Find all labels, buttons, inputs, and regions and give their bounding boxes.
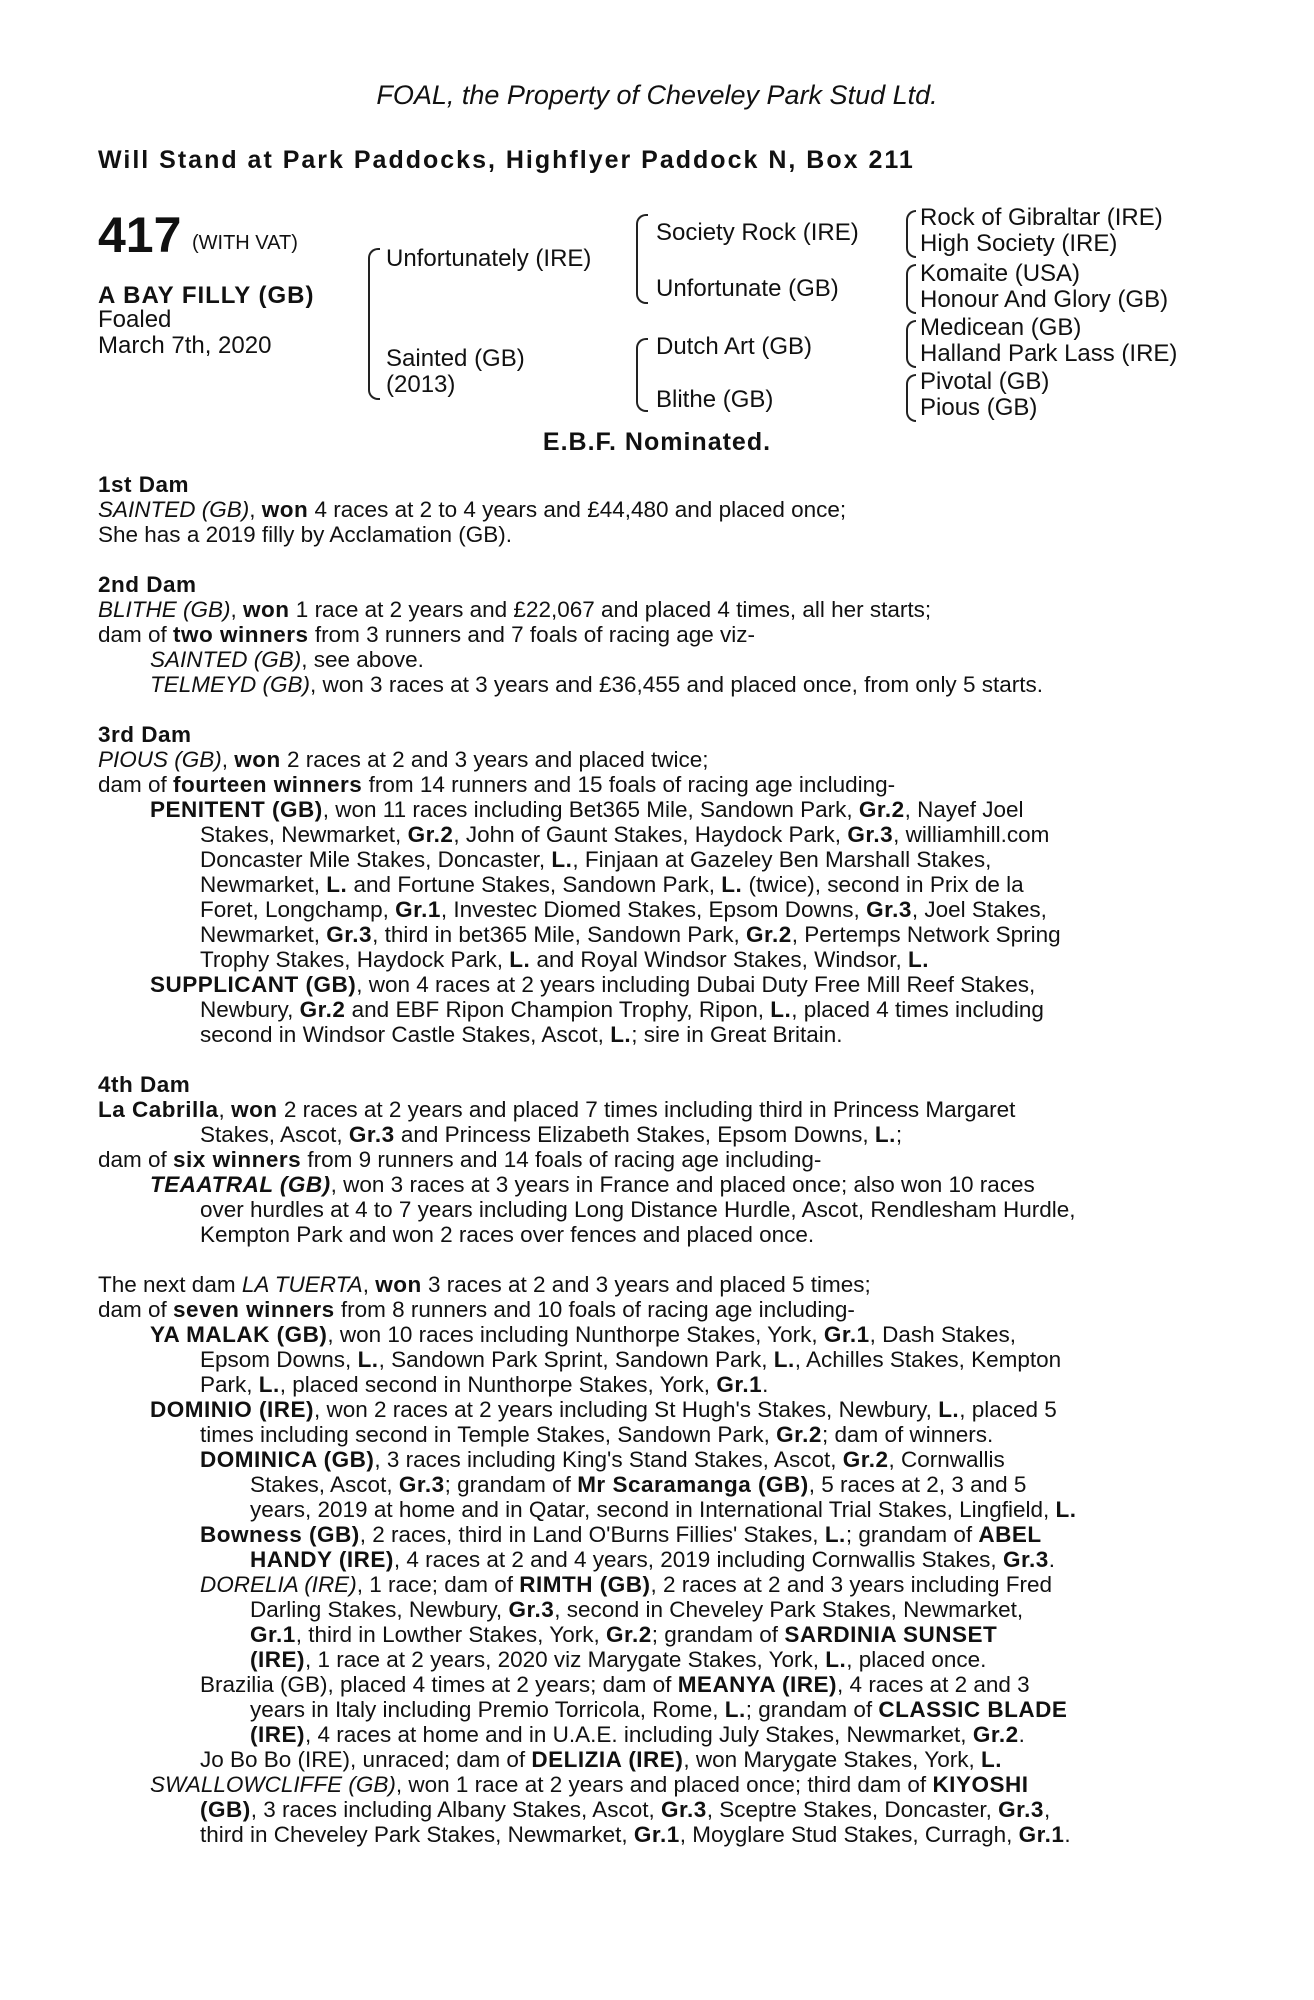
text-run: , won 10 races including Nunthorpe Stakes, York, — [327, 1322, 824, 1347]
text-line — [98, 1797, 1198, 1822]
text-run: , 4 races at home and in U.A.E. including July Stakes, Newmarket, — [305, 1722, 973, 1747]
text-run: , williamhill.com — [893, 822, 1050, 847]
text-run: L. — [980, 1747, 1002, 1772]
text-run: 3rd Dam — [98, 722, 192, 747]
text-run: Stakes, Ascot, — [200, 1122, 349, 1147]
text-run: fourteen winners — [173, 772, 363, 797]
text-run: L. — [258, 1372, 280, 1397]
text-run: , Moyglare Stud Stakes, Curragh, — [679, 1822, 1019, 1847]
section-heading — [98, 1072, 1198, 1097]
text-run: TELMEYD (GB) — [150, 672, 311, 697]
g3-ancestor: Medicean (GB) — [920, 314, 1082, 341]
text-run: SARDINIA SUNSET — [784, 1622, 998, 1647]
text-run: L. — [773, 1347, 795, 1372]
text-run: , Investec Diomed Stakes, Epsom Downs, — [440, 897, 867, 922]
text-run: Gr.1 — [633, 1822, 680, 1847]
text-run: , see above. — [301, 647, 424, 672]
text-run: , 2 races, third in Land O'Burns Fillies' Stakes, — [359, 1522, 825, 1547]
text-line — [98, 1122, 1198, 1147]
text-run: Gr.3 — [866, 897, 912, 922]
text-run: SUPPLICANT (GB) — [150, 972, 357, 997]
text-run: Newmarket, — [200, 872, 327, 897]
text-run: L. — [825, 1647, 847, 1672]
text-line — [98, 1397, 1198, 1422]
text-run: CLASSIC BLADE — [878, 1697, 1068, 1722]
text-line — [98, 1197, 1198, 1222]
text-run: KIYOSHI — [932, 1772, 1029, 1797]
text-run: Gr.1 — [716, 1372, 763, 1397]
text-run: won — [375, 1272, 422, 1297]
text-line — [98, 497, 1198, 522]
text-run: ; grandam of — [845, 1522, 979, 1547]
text-run: , Sceptre Stakes, Doncaster, — [706, 1797, 999, 1822]
text-run: The next dam — [98, 1272, 242, 1297]
text-run: 2 races at 2 years and placed 7 times including third in Princess Margaret — [277, 1097, 1016, 1122]
text-run: , — [221, 747, 235, 772]
section-heading — [98, 572, 1198, 597]
text-run: ; grandam of — [651, 1622, 785, 1647]
g3-ancestor: Komaite (USA) — [920, 260, 1081, 287]
text-line — [98, 1472, 1198, 1497]
paragraph-gap — [98, 697, 1198, 722]
text-run: from 9 runners and 14 foals of racing age including- — [301, 1147, 822, 1172]
text-run: . — [1064, 1822, 1071, 1847]
text-run: DELIZIA (IRE) — [531, 1747, 684, 1772]
text-run: Gr.3 — [326, 922, 373, 947]
catalogue-header: FOAL, the Property of Cheveley Park Stud Ltd. — [376, 80, 938, 110]
text-run: second in Windsor Castle Stakes, Ascot, — [200, 1022, 611, 1047]
text-run: won — [243, 597, 290, 622]
text-run: Gr.2 — [972, 1722, 1019, 1747]
text-run: (twice), second in Prix de la — [742, 872, 1024, 897]
text-line — [98, 1747, 1198, 1772]
text-run: , — [249, 497, 262, 522]
text-run: ; sire in Great Britain. — [631, 1022, 843, 1047]
pedigree-brace-main — [368, 248, 380, 400]
text-run: Gr.2 — [746, 922, 792, 947]
text-run: BLITHE (GB) — [98, 597, 231, 622]
text-run: MEANYA (IRE) — [677, 1672, 838, 1697]
text-line — [98, 847, 1198, 872]
text-line — [98, 747, 1198, 772]
text-line — [98, 1622, 1198, 1647]
text-run: from 3 runners and 7 foals of racing age viz- — [308, 622, 756, 647]
text-line — [98, 947, 1198, 972]
text-run: SWALLOWCLIFFE (GB) — [150, 1772, 396, 1797]
text-run: . — [762, 1372, 769, 1397]
text-run: , Dash Stakes, — [869, 1322, 1016, 1347]
text-line — [98, 1322, 1198, 1347]
text-run: PIOUS (GB) — [98, 747, 222, 772]
text-run: six winners — [173, 1147, 302, 1172]
text-run: , won 3 races at 3 years and £36,455 and placed once, from only 5 starts. — [310, 672, 1043, 697]
text-line — [98, 597, 1198, 622]
text-run: Gr.2 — [299, 997, 346, 1022]
text-run: , Nayef Joel — [904, 797, 1024, 822]
text-run: She has a 2019 filly by Acclamation (GB). — [98, 522, 512, 547]
text-run: Doncaster Mile Stakes, Doncaster, — [200, 847, 552, 872]
text-run: Foret, Longchamp, — [200, 897, 396, 922]
dam-sire: Dutch Art (GB) — [656, 333, 813, 360]
paragraph-gap — [98, 1247, 1198, 1272]
text-line — [98, 1597, 1198, 1622]
text-run: , 5 races at 2, 3 and 5 — [808, 1472, 1027, 1497]
text-line — [98, 872, 1198, 897]
sire-dam: Unfortunate (GB) — [656, 275, 839, 302]
text-run: LA TUERTA — [241, 1272, 363, 1297]
text-run: TEAATRAL (GB) — [150, 1172, 331, 1197]
text-run: Gr.3 — [847, 822, 894, 847]
text-run: L. — [874, 1122, 896, 1147]
text-run: ; dam of winners. — [821, 1422, 994, 1447]
text-run: dam of — [98, 1297, 174, 1322]
text-run: L. — [357, 1347, 379, 1372]
text-run: seven winners — [173, 1297, 335, 1322]
text-run: L. — [610, 1022, 632, 1047]
text-line — [98, 1222, 1198, 1247]
foaled-label: Foaled — [98, 306, 172, 333]
paragraph-gap — [98, 1047, 1198, 1072]
text-run: Stakes, Newmarket, — [200, 822, 408, 847]
text-run: dam of — [98, 1147, 174, 1172]
text-run: from 14 runners and 15 foals of racing age including- — [362, 772, 896, 797]
text-run: Mr Scaramanga (GB) — [577, 1472, 809, 1497]
text-line — [98, 647, 1198, 672]
text-run: Gr.3 — [508, 1597, 555, 1622]
text-run: Darling Stakes, Newbury, — [250, 1597, 509, 1622]
text-run: Gr.1 — [395, 897, 441, 922]
text-run: Bowness (GB) — [200, 1522, 360, 1547]
g3-ancestor: Rock of Gibraltar (IRE) — [920, 204, 1163, 231]
sire-sire: Society Rock (IRE) — [656, 219, 859, 246]
text-run: , placed once. — [846, 1647, 987, 1672]
text-run: L. — [721, 872, 743, 897]
text-run: , — [218, 1097, 232, 1122]
text-run: and Fortune Stakes, Sandown Park, — [347, 872, 722, 897]
text-line — [98, 1447, 1198, 1472]
text-run: SAINTED (GB) — [98, 497, 250, 522]
text-run: Gr.2 — [605, 1622, 652, 1647]
text-run: , third in Lowther Stakes, York, — [295, 1622, 606, 1647]
text-run: times including second in Temple Stakes, Sandown Park, — [200, 1422, 777, 1447]
text-run: , won 11 races including Bet365 Mile, Sandown Park, — [322, 797, 859, 822]
text-run: . — [1018, 1722, 1025, 1747]
text-run: . — [1048, 1547, 1055, 1572]
text-run: , 4 races at 2 and 4 years, 2019 including Cornwallis Stakes, — [393, 1547, 1003, 1572]
text-run: Gr.2 — [407, 822, 454, 847]
text-run: RIMTH (GB) — [519, 1572, 651, 1597]
text-run: 3 races at 2 and 3 years and placed 5 times; — [421, 1272, 871, 1297]
text-run: Kempton Park and won 2 races over fences and placed once. — [200, 1222, 815, 1247]
text-run: , 1 race; dam of — [356, 1572, 520, 1597]
text-line — [98, 822, 1198, 847]
lot-number: 417 — [98, 207, 182, 263]
text-line — [98, 997, 1198, 1022]
text-run: DORELIA (IRE) — [200, 1572, 357, 1597]
text-run: (IRE) — [250, 1647, 305, 1672]
text-line — [98, 1372, 1198, 1397]
text-run: Stakes, Ascot, — [250, 1472, 399, 1497]
text-run: L. — [1055, 1497, 1077, 1522]
text-line — [98, 1147, 1198, 1172]
text-line — [98, 1422, 1198, 1447]
g3-ancestor: Honour And Glory (GB) — [920, 286, 1169, 313]
text-line — [98, 1647, 1198, 1672]
text-run: Gr.3 — [398, 1472, 445, 1497]
text-run: Gr.3 — [348, 1122, 395, 1147]
text-run: 4 races at 2 to 4 years and £44,480 and placed once; — [308, 497, 847, 522]
pedigree-brace-sire — [636, 214, 648, 304]
text-run: , Joel Stakes, — [911, 897, 1047, 922]
text-run: , 2 races at 2 and 3 years including Fred — [650, 1572, 1052, 1597]
text-run: Park, — [200, 1372, 259, 1397]
g3-ancestor: Pivotal (GB) — [920, 368, 1050, 395]
pedigree-brace-g3-1 — [906, 210, 916, 258]
text-run: L. — [907, 947, 929, 972]
text-run: over hurdles at 4 to 7 years including Long Distance Hurdle, Ascot, Rendlesham Hurdle, — [200, 1197, 1076, 1222]
text-run: two winners — [173, 622, 309, 647]
text-run: years in Italy including Premio Torricola, Rome, — [250, 1697, 725, 1722]
text-line — [98, 972, 1198, 997]
text-run: and Royal Windsor Stakes, Windsor, — [530, 947, 908, 972]
text-line — [98, 1672, 1198, 1697]
text-run: years, 2019 at home and in Qatar, second in International Trial Stakes, Lingfield, — [250, 1497, 1056, 1522]
text-line — [98, 1022, 1198, 1047]
text-run: (IRE) — [250, 1722, 305, 1747]
text-run: won — [231, 1097, 278, 1122]
text-line — [98, 1772, 1198, 1797]
text-run: , placed second in Nunthorpe Stakes, York, — [279, 1372, 717, 1397]
text-run: HANDY (IRE) — [250, 1547, 394, 1572]
text-run: , won Marygate Stakes, York, — [683, 1747, 981, 1772]
text-line — [98, 1297, 1198, 1322]
g3-ancestor: Halland Park Lass (IRE) — [920, 340, 1178, 367]
text-run: , second in Cheveley Park Stakes, Newmarket, — [554, 1597, 1024, 1622]
text-run: DOMINIO (IRE) — [150, 1397, 314, 1422]
text-run: , won 2 races at 2 years including St Hugh's Stakes, Newbury, — [314, 1397, 939, 1422]
text-run: Gr.2 — [858, 797, 905, 822]
text-line — [98, 772, 1198, 797]
text-run: , won 3 races at 3 years in France and placed once; also won 10 races — [330, 1172, 1035, 1197]
text-line — [98, 797, 1198, 822]
text-run: , John of Gaunt Stakes, Haydock Park, — [453, 822, 848, 847]
text-run: Gr.2 — [842, 1447, 889, 1472]
text-run: , 3 races including King's Stand Stakes, Ascot, — [374, 1447, 843, 1472]
text-run: PENITENT (GB) — [150, 797, 323, 822]
text-run: YA MALAK (GB) — [150, 1322, 328, 1347]
pedigree-brace-dam — [636, 338, 648, 412]
vat-note: (WITH VAT) — [192, 232, 298, 254]
text-line — [98, 1547, 1198, 1572]
text-line — [98, 1822, 1198, 1847]
text-run: Gr.1 — [250, 1622, 296, 1647]
text-run: and EBF Ripon Champion Trophy, Ripon, — [345, 997, 771, 1022]
text-line — [98, 1347, 1198, 1372]
text-line — [98, 672, 1198, 697]
text-line — [98, 1572, 1198, 1597]
text-run: ; — [895, 1122, 903, 1147]
text-run: , Pertemps Network Spring — [791, 922, 1061, 947]
text-run: , Achilles Stakes, Kempton — [794, 1347, 1062, 1372]
sire: Unfortunately (IRE) — [386, 245, 592, 272]
text-run: 1 race at 2 years and £22,067 and placed 4 times, all her starts; — [289, 597, 932, 622]
text-line — [98, 922, 1198, 947]
text-run: , placed 4 times including — [791, 997, 1044, 1022]
text-run: , third in bet365 Mile, Sandown Park, — [372, 922, 747, 947]
text-run: and Princess Elizabeth Stakes, Epsom Downs, — [394, 1122, 875, 1147]
text-run: dam of — [98, 772, 174, 797]
text-run: SAINTED (GB) — [150, 647, 302, 672]
text-line — [98, 897, 1198, 922]
dam-dam: Blithe (GB) — [656, 386, 774, 413]
text-line — [98, 1497, 1198, 1522]
text-run: third in Cheveley Park Stakes, Newmarket, — [200, 1822, 634, 1847]
text-line — [98, 1522, 1198, 1547]
lot-name: A BAY FILLY (GB) — [98, 282, 315, 309]
text-run: L. — [551, 847, 573, 872]
dam: Sainted (GB) — [386, 345, 525, 372]
text-run: , — [230, 597, 244, 622]
text-run: DOMINICA (GB) — [200, 1447, 375, 1472]
text-run: , 1 race at 2 years, 2020 viz Marygate Stakes, York, — [305, 1647, 826, 1672]
text-run: 2nd Dam — [98, 572, 197, 597]
text-run: , — [362, 1272, 376, 1297]
stand-location: Will Stand at Park Paddocks, Highflyer Paddock N, Box 211 — [98, 146, 915, 174]
text-run: Gr.3 — [660, 1797, 707, 1822]
pedigree-brace-g3-4 — [906, 374, 916, 422]
text-run: Gr.1 — [1018, 1822, 1065, 1847]
text-line — [98, 1697, 1198, 1722]
text-run: 1st Dam — [98, 472, 190, 497]
section-heading — [98, 472, 1198, 497]
text-run: ; grandam of — [745, 1697, 879, 1722]
text-run: , Cornwallis — [888, 1447, 1005, 1472]
text-run: 4th Dam — [98, 1072, 191, 1097]
text-run: , 3 races including Albany Stakes, Ascot, — [250, 1797, 661, 1822]
text-run: , Finjaan at Gazeley Ben Marshall Stakes, — [572, 847, 992, 872]
text-run: , 4 races at 2 and 3 — [837, 1672, 1030, 1697]
produce-record — [98, 472, 1198, 1847]
text-run: La Cabrilla — [98, 1097, 219, 1122]
section-heading — [98, 722, 1198, 747]
text-run: won — [261, 497, 309, 522]
ebf-nomination: E.B.F. Nominated. — [542, 428, 772, 456]
g3-ancestor: High Society (IRE) — [920, 230, 1118, 257]
text-run: Brazilia (GB), placed 4 times at 2 years; dam of — [200, 1672, 678, 1697]
text-run: from 8 runners and 10 foals of racing age including- — [334, 1297, 855, 1322]
text-run: L. — [938, 1397, 960, 1422]
text-run: , placed 5 — [959, 1397, 1057, 1422]
text-run: L. — [509, 947, 531, 972]
text-run: (GB) — [200, 1797, 251, 1822]
text-run: Trophy Stakes, Haydock Park, — [200, 947, 510, 972]
text-line — [98, 1172, 1198, 1197]
text-line — [98, 1272, 1198, 1297]
text-run: 2 races at 2 and 3 years and placed twice; — [280, 747, 709, 772]
text-run: ABEL — [978, 1522, 1042, 1547]
paragraph-gap — [98, 547, 1198, 572]
text-run: L. — [724, 1697, 746, 1722]
text-run: , won 1 race at 2 years and placed once; third dam of — [395, 1772, 933, 1797]
text-run: ; grandam of — [444, 1472, 578, 1497]
text-line — [98, 522, 1198, 547]
text-run: , — [1043, 1797, 1051, 1822]
text-run: Gr.3 — [1002, 1547, 1049, 1572]
foaled-date: March 7th, 2020 — [98, 332, 272, 359]
text-run: L. — [770, 997, 792, 1022]
text-run: , won 4 races at 2 years including Dubai Duty Free Mill Reef Stakes, — [356, 972, 1036, 997]
text-run: L. — [824, 1522, 846, 1547]
text-run: Gr.2 — [776, 1422, 822, 1447]
dam-year: (2013) — [386, 371, 456, 398]
text-line — [98, 622, 1198, 647]
text-run: , Sandown Park Sprint, Sandown Park, — [378, 1347, 774, 1372]
pedigree-brace-g3-2 — [906, 264, 916, 314]
text-run: Jo Bo Bo (IRE), unraced; dam of — [200, 1747, 532, 1772]
text-run: Gr.1 — [823, 1322, 870, 1347]
text-run: Newmarket, — [200, 922, 327, 947]
text-line — [98, 1097, 1198, 1122]
g3-ancestor: Pious (GB) — [920, 394, 1038, 421]
text-run: dam of — [98, 622, 174, 647]
pedigree-brace-g3-3 — [906, 320, 916, 368]
text-line — [98, 1722, 1198, 1747]
text-run: Epsom Downs, — [200, 1347, 358, 1372]
text-run: L. — [326, 872, 348, 897]
text-run: won — [234, 747, 281, 772]
text-run: Newbury, — [200, 997, 300, 1022]
text-run: Gr.3 — [998, 1797, 1044, 1822]
